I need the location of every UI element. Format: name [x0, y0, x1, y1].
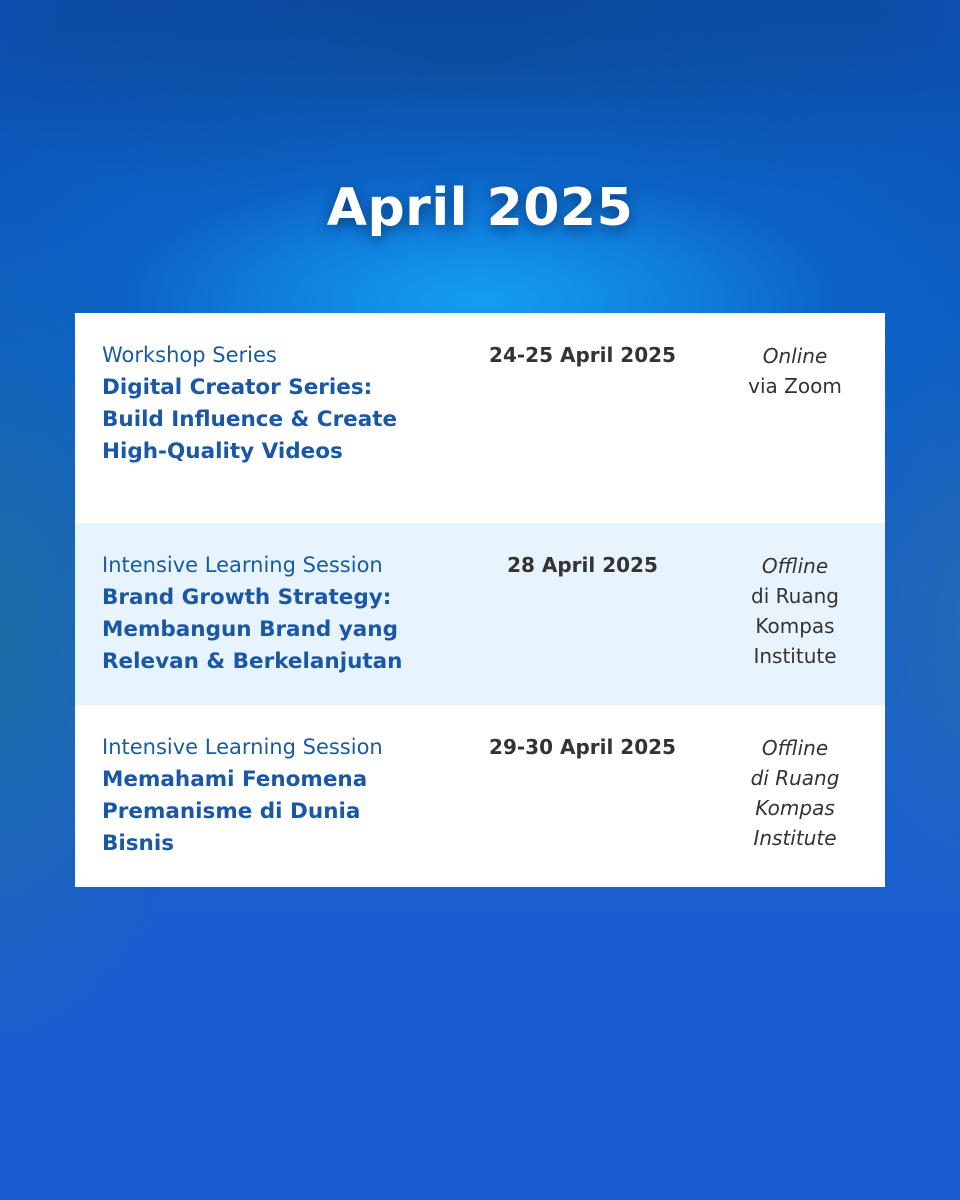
event-title-line: Membangun Brand yang: [102, 617, 398, 642]
event-mode: Offline: [761, 736, 829, 760]
event-location-line: Kompas: [755, 614, 835, 638]
event-location-line: Kompas: [755, 796, 835, 820]
event-title-line: Bisnis: [102, 831, 175, 856]
event-location-line: di Ruang: [751, 584, 839, 608]
event-info: [102, 341, 447, 468]
event-type: Workshop Series: [102, 343, 277, 367]
page-title: April 2025: [326, 178, 634, 238]
event-row: [75, 523, 885, 705]
event-mode: Offline: [761, 554, 829, 578]
event-date: 29-30 April 2025: [489, 735, 676, 759]
event-title: [102, 582, 447, 678]
event-location-line: via Zoom: [748, 374, 842, 398]
event-date: 24-25 April 2025: [489, 343, 676, 367]
event-title-line: Build Influence & Create: [102, 407, 398, 432]
event-location-line: Institute: [753, 826, 837, 850]
event-location: [725, 551, 865, 671]
event-info: [102, 733, 447, 860]
event-title-line: Relevan & Berkelanjutan: [102, 649, 403, 674]
event-info: [102, 551, 447, 678]
event-type: Intensive Learning Session: [102, 735, 383, 759]
event-location-line: Institute: [753, 644, 837, 668]
event-row: [75, 313, 885, 523]
event-row: [75, 705, 885, 887]
event-title-line: Premanisme di Dunia: [102, 799, 361, 824]
event-mode: Online: [762, 344, 828, 368]
event-title-line: High-Quality Videos: [102, 439, 343, 464]
event-type: Intensive Learning Session: [102, 553, 383, 577]
event-title: [102, 372, 447, 468]
event-location-line: di Ruang: [750, 766, 840, 790]
event-title-line: Brand Growth Strategy:: [102, 585, 392, 610]
event-location: [725, 733, 865, 853]
event-title: [102, 764, 447, 860]
event-date: 28 April 2025: [507, 553, 658, 577]
event-schedule-table: [75, 313, 885, 887]
event-title-line: Digital Creator Series:: [102, 375, 373, 400]
event-location: [725, 341, 865, 401]
event-title-line: Memahami Fenomena: [102, 767, 368, 792]
